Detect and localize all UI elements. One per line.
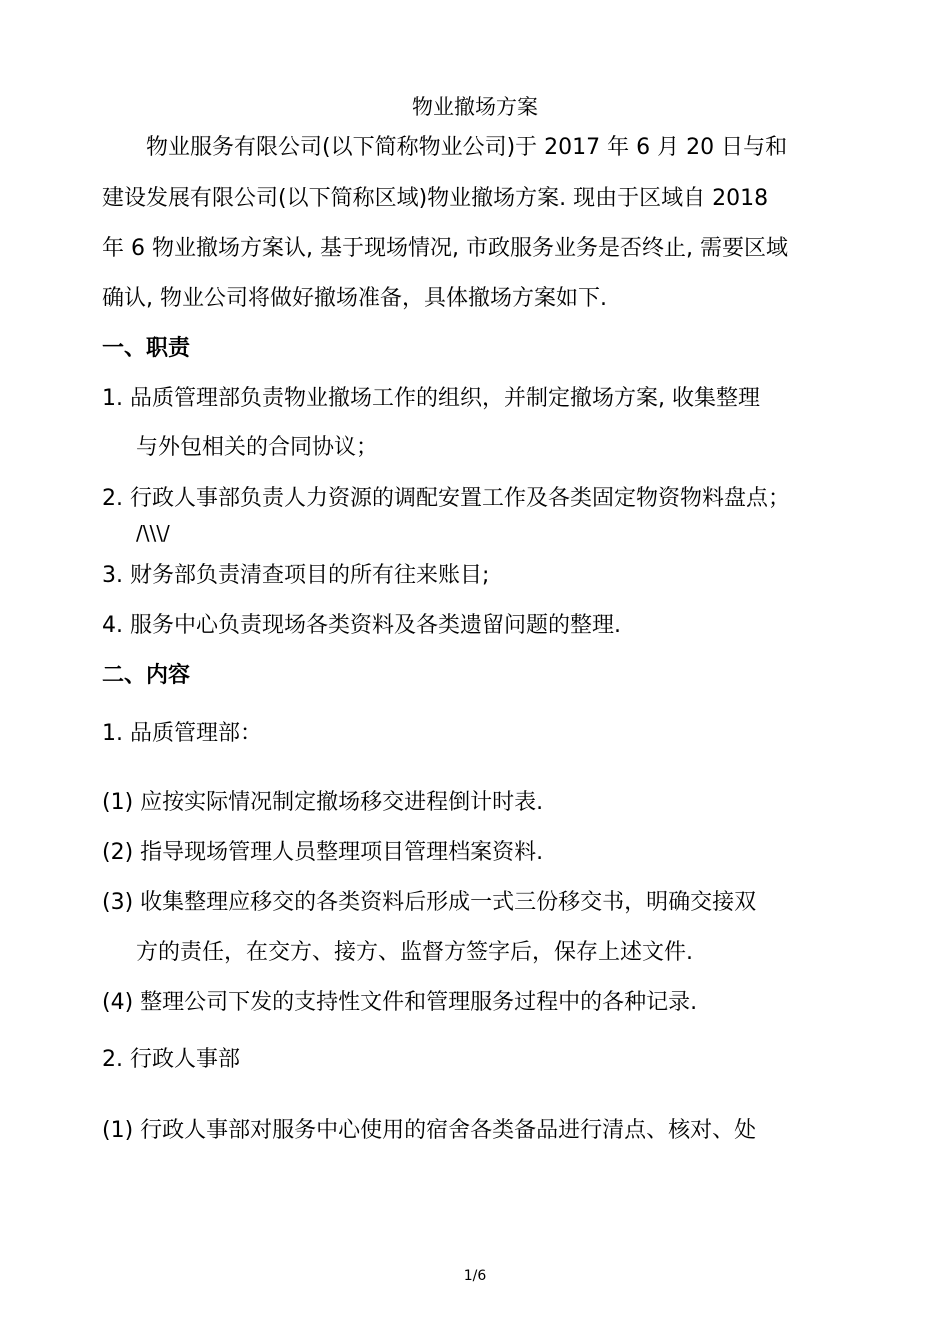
- content-sub-4: (4) 整理公司下发的支持性文件和管理服务过程中的各种记录.: [102, 990, 698, 1015]
- duty-item-1-cont: 与外包相关的合同协议；: [136, 435, 379, 460]
- content-sub-3-cont: 方的责任，在交方、接方、监督方签字后，保存上述文件.: [136, 940, 693, 965]
- intro-line-2: 建设发展有限公司(以下简称区域)物业撤场方案. 现由于区域自 2018: [102, 186, 769, 211]
- content-sub-3: (3) 收集整理应移交的各类资料后形成一式三份移交书，明确交接双: [102, 890, 757, 915]
- content-item-1: 1. 品质管理部：: [102, 721, 262, 746]
- duty-item-4: 4. 服务中心负责现场各类资料及各类遗留问题的整理.: [102, 613, 621, 638]
- content-sub-1: (1) 应按实际情况制定撤场移交进程倒计时表.: [102, 790, 544, 815]
- section-heading-duties: 一、职责: [102, 336, 191, 361]
- document-title: 物业撤场方案: [412, 95, 538, 119]
- page-number: 1/6: [463, 1268, 487, 1284]
- duty-item-1: 1. 品质管理部负责物业撤场工作的组织，并制定撤场方案, 收集整理: [102, 386, 760, 411]
- intro-line-1: 物业服务有限公司(以下简称物业公司)于 2017 年 6 月 20 日与和: [146, 135, 788, 160]
- duty-item-3: 3. 财务部负责清查项目的所有往来账目;: [102, 563, 490, 588]
- content-sub-2: (2) 指导现场管理人员整理项目管理档案资料.: [102, 840, 544, 865]
- section-heading-content: 二、内容: [102, 663, 191, 688]
- content-sub-2-1: (1) 行政人事部对服务中心使用的宿舍各类备品进行清点、核对、处: [102, 1118, 757, 1143]
- intro-line-4: 确认, 物业公司将做好撤场准备，具体撤场方案如下.: [102, 286, 607, 311]
- duty-item-2: 2. 行政人事部负责人力资源的调配安置工作及各类固定物资物料盘点；: [102, 486, 790, 511]
- duty-item-2-cont: /\\\/: [136, 521, 170, 545]
- content-item-2: 2. 行政人事部: [102, 1047, 240, 1072]
- intro-line-3: 年 6 物业撤场方案认, 基于现场情况, 市政服务业务是否终止, 需要区域: [102, 236, 788, 261]
